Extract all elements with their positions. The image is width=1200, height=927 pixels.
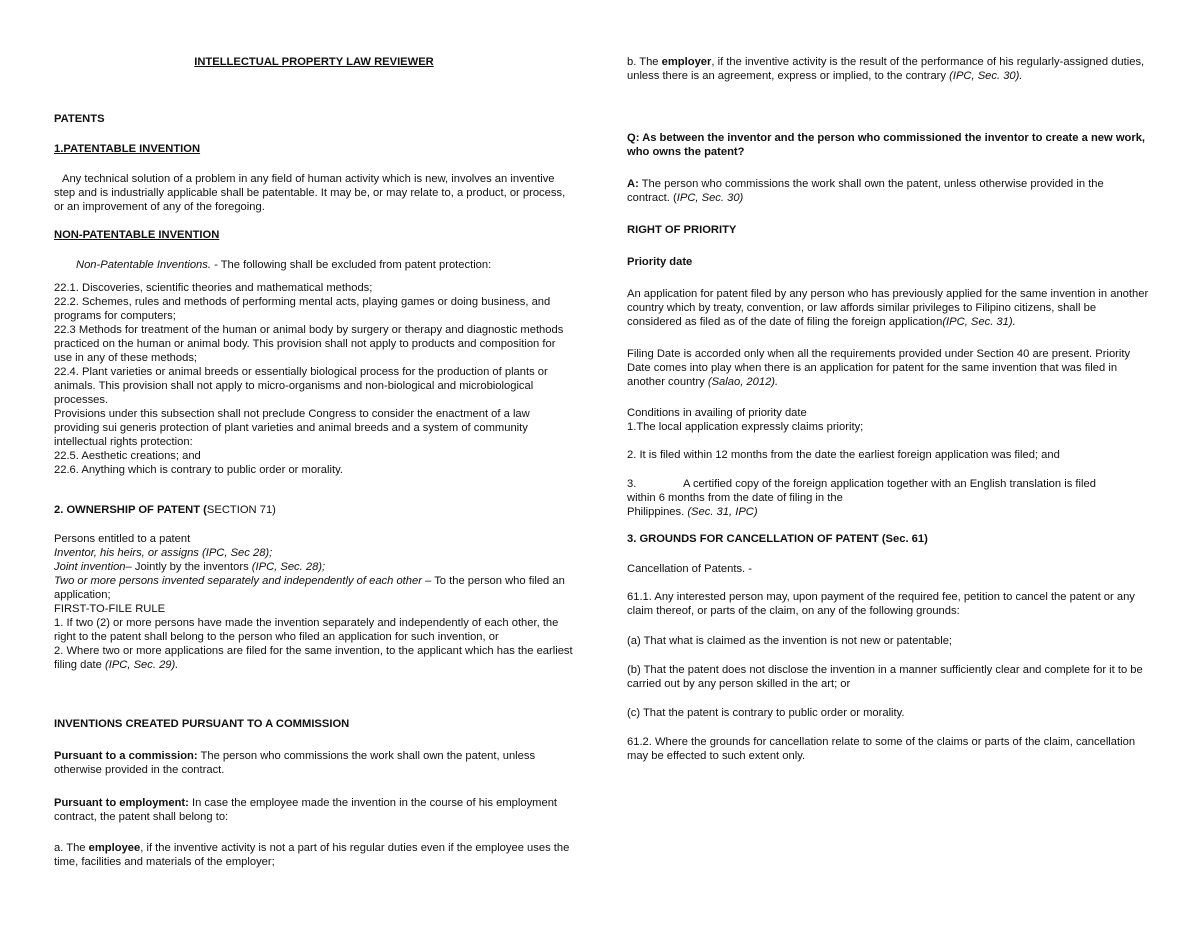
filing-date-cite: (Salao, 2012). bbox=[707, 376, 779, 388]
commission-heading: INVENTIONS CREATED PURSUANT TO A COMMISSION bbox=[54, 718, 350, 730]
ground-intro: 61.1. Any interested person may, upon payment of the required fee, petition to cancel the patent or any claim thereof, or parts of the claim, on any of the following grounds: bbox=[627, 591, 1135, 617]
two-persons-rest: – To the person who filed an application; bbox=[54, 575, 565, 601]
condition-1: 1.The local application expressly claims priority; bbox=[627, 421, 864, 433]
rule-2-cite: (IPC, Sec. 29). bbox=[105, 659, 179, 671]
exclusion-item: 22.4. Plant varieties or animal breeds or essentially biological process for the production of plants or animals. This provision shall not apply to micro-organisms and non-biological and microbiological processes. bbox=[54, 366, 548, 406]
first-to-file-rule: FIRST-TO-FILE RULE bbox=[54, 603, 166, 615]
employer-clause bbox=[627, 55, 1149, 83]
non-patentable-heading: NON-PATENTABLE INVENTION bbox=[54, 229, 220, 241]
patentable-invention-heading: 1.PATENTABLE INVENTION bbox=[54, 143, 201, 155]
priority-text bbox=[627, 287, 1149, 329]
exclusion-item: Provisions under this subsection shall not preclude Congress to consider the enactment of a law providing sui generis protection of plant varieties and animal breeds and a system of community intellectual rights protection: bbox=[54, 408, 530, 448]
patents-heading: PATENTS bbox=[54, 113, 105, 125]
joint-invention-italic: Joint invention bbox=[54, 561, 126, 573]
employee-clause-bold: employee bbox=[88, 842, 141, 854]
ownership-block bbox=[54, 532, 574, 672]
answer-text: The person who commissions the work shall own the patent, unless otherwise provided in the contract. ( bbox=[627, 178, 1104, 204]
filing-date-text bbox=[627, 347, 1149, 389]
ownership-heading-bold: 2. OWNERSHIP OF PATENT ( bbox=[54, 504, 207, 516]
condition-3-first-line bbox=[627, 477, 1149, 491]
ground-61-2: 61.2. Where the grounds for cancellation relate to some of the claims or parts of the claim, cancellation may be effected to such extent only. bbox=[627, 736, 1136, 762]
conditions-heading: Conditions in availing of priority date bbox=[627, 407, 807, 419]
cancellation-line: Cancellation of Patents. - bbox=[627, 563, 752, 575]
question: Q: As between the inventor and the person who commissioned the inventor to create a new work, who owns the patent? bbox=[627, 132, 1146, 158]
answer-cite: IPC, Sec. 30) bbox=[676, 192, 744, 204]
employee-clause-rest: , if the inventive activity is not a part of his regular duties even if the employee uses the time, facilities and materials of the employer; bbox=[54, 842, 570, 868]
employee-clause bbox=[54, 841, 574, 869]
two-persons-line bbox=[54, 574, 574, 602]
condition-3 bbox=[627, 477, 1149, 519]
rule-2-text: 2. Where two or more applications are filed for the same invention, to the applicant which has the earliest filing date bbox=[54, 645, 573, 671]
rule-2 bbox=[54, 644, 574, 672]
ground-b: (b) That the patent does not disclose the invention in a manner sufficiently clear and complete for it to be carried out by any person skilled in the art; or bbox=[627, 664, 1143, 690]
priority-text-body: An application for patent filed by any person who has previously applied for the same invention in another country which by treaty, convention, or law affords similar privileges to Filipino citizens, shall be considered as filed as of the date of filing the foreign application bbox=[627, 288, 1149, 328]
condition-3-text: A certified copy of the foreign application together with an English translation is filed bbox=[683, 478, 1096, 490]
pursuant-commission-label: Pursuant to a commission: bbox=[54, 750, 198, 762]
exclusion-item: 22.2. Schemes, rules and methods of performing mental acts, playing games or doing business, and programs for computers; bbox=[54, 296, 551, 322]
answer-label: A: bbox=[627, 178, 639, 190]
document-title: INTELLECTUAL PROPERTY LAW REVIEWER bbox=[194, 56, 434, 68]
inventor-line: Inventor, his heirs, or assigns (IPC, Sec 28); bbox=[54, 547, 273, 559]
condition-3-last bbox=[627, 505, 1149, 519]
employer-clause-rest: , if the inventive activity is the result of the performance of his regularly-assigned duties, unless there is an agreement, express or implied, to the contrary bbox=[627, 56, 1145, 82]
joint-invention-cite: (IPC, Sec. 28); bbox=[251, 561, 326, 573]
exclusion-item: 22.3 Methods for treatment of the human or animal body by surgery or therapy and diagnostic methods practiced on the human or animal body. This provision shall not apply to products and composition for use in any of these methods; bbox=[54, 324, 564, 364]
ground-c: (c) That the patent is contrary to public order or morality. bbox=[627, 707, 905, 719]
employer-clause-pre: b. The bbox=[627, 56, 662, 68]
condition-2: 2. It is filed within 12 months from the date the earliest foreign application was filed; and bbox=[627, 449, 1060, 461]
priority-cite: (IPC, Sec. 31). bbox=[942, 316, 1016, 328]
priority-date-heading: Priority date bbox=[627, 256, 693, 268]
persons-entitled: Persons entitled to a patent bbox=[54, 533, 191, 545]
condition-3-last-text: Philippines. bbox=[627, 506, 688, 518]
joint-invention-line bbox=[54, 560, 574, 574]
answer bbox=[627, 177, 1149, 205]
right-of-priority-heading: RIGHT OF PRIORITY bbox=[627, 224, 737, 236]
grounds-heading: 3. GROUNDS FOR CANCELLATION OF PATENT (Sec. 61) bbox=[627, 533, 928, 545]
two-persons-italic: Two or more persons invented separately and independently of each other bbox=[54, 575, 422, 587]
employer-clause-cite: (IPC, Sec. 30). bbox=[949, 70, 1023, 82]
pursuant-employment-label: Pursuant to employment: bbox=[54, 797, 189, 809]
pursuant-commission bbox=[54, 749, 574, 777]
non-patentable-intro bbox=[54, 258, 574, 272]
exclusion-item: 22.1. Discoveries, scientific theories and mathematical methods; bbox=[54, 282, 373, 294]
pursuant-commission-text: The person who commissions the work shall own the patent, unless otherwise provided in the contract. bbox=[54, 750, 536, 776]
condition-3-num: 3. bbox=[627, 478, 637, 490]
condition-3-cont: within 6 months from the date of filing in the bbox=[627, 492, 843, 504]
exclusion-item: 22.6. Anything which is contrary to public order or morality. bbox=[54, 464, 343, 476]
ownership-heading bbox=[54, 503, 574, 517]
conditions-block bbox=[627, 406, 1149, 434]
exclusion-item: 22.5. Aesthetic creations; and bbox=[54, 450, 201, 462]
non-patentable-intro-rest: - The following shall be excluded from patent protection: bbox=[210, 259, 492, 271]
filing-date-body: Filing Date is accorded only when all the requirements provided under Section 40 are present. Priority Date comes into play when there is an application for patent for the same invention that was filed in another country bbox=[627, 348, 1131, 388]
exclusions-list bbox=[54, 281, 574, 477]
ownership-heading-rest: SECTION 71) bbox=[206, 504, 276, 516]
joint-invention-rest: – Jointly by the inventors bbox=[125, 561, 252, 573]
rule-1: 1. If two (2) or more persons have made the invention separately and independently of each other, the right to the patent shall belong to the person who filed an application for such invention, or bbox=[54, 617, 559, 643]
non-patentable-intro-italic: Non-Patentable Inventions. bbox=[76, 259, 211, 271]
employee-clause-pre: a. The bbox=[54, 842, 89, 854]
condition-3-cite: (Sec. 31, IPC) bbox=[687, 506, 758, 518]
ground-a: (a) That what is claimed as the invention is not new or patentable; bbox=[627, 635, 953, 647]
pursuant-employment bbox=[54, 796, 574, 824]
patentable-invention-text: Any technical solution of a problem in any field of human activity which is new, involves an inventive step and is industrially applicable shall be patentable. It may be, or may relate to, a product, or process, or an improvement of any of the foregoing. bbox=[54, 173, 566, 213]
pursuant-employment-text: In case the employee made the invention in the course of his employment contract, the patent shall belong to: bbox=[54, 797, 558, 823]
employer-clause-bold: employer bbox=[661, 56, 712, 68]
